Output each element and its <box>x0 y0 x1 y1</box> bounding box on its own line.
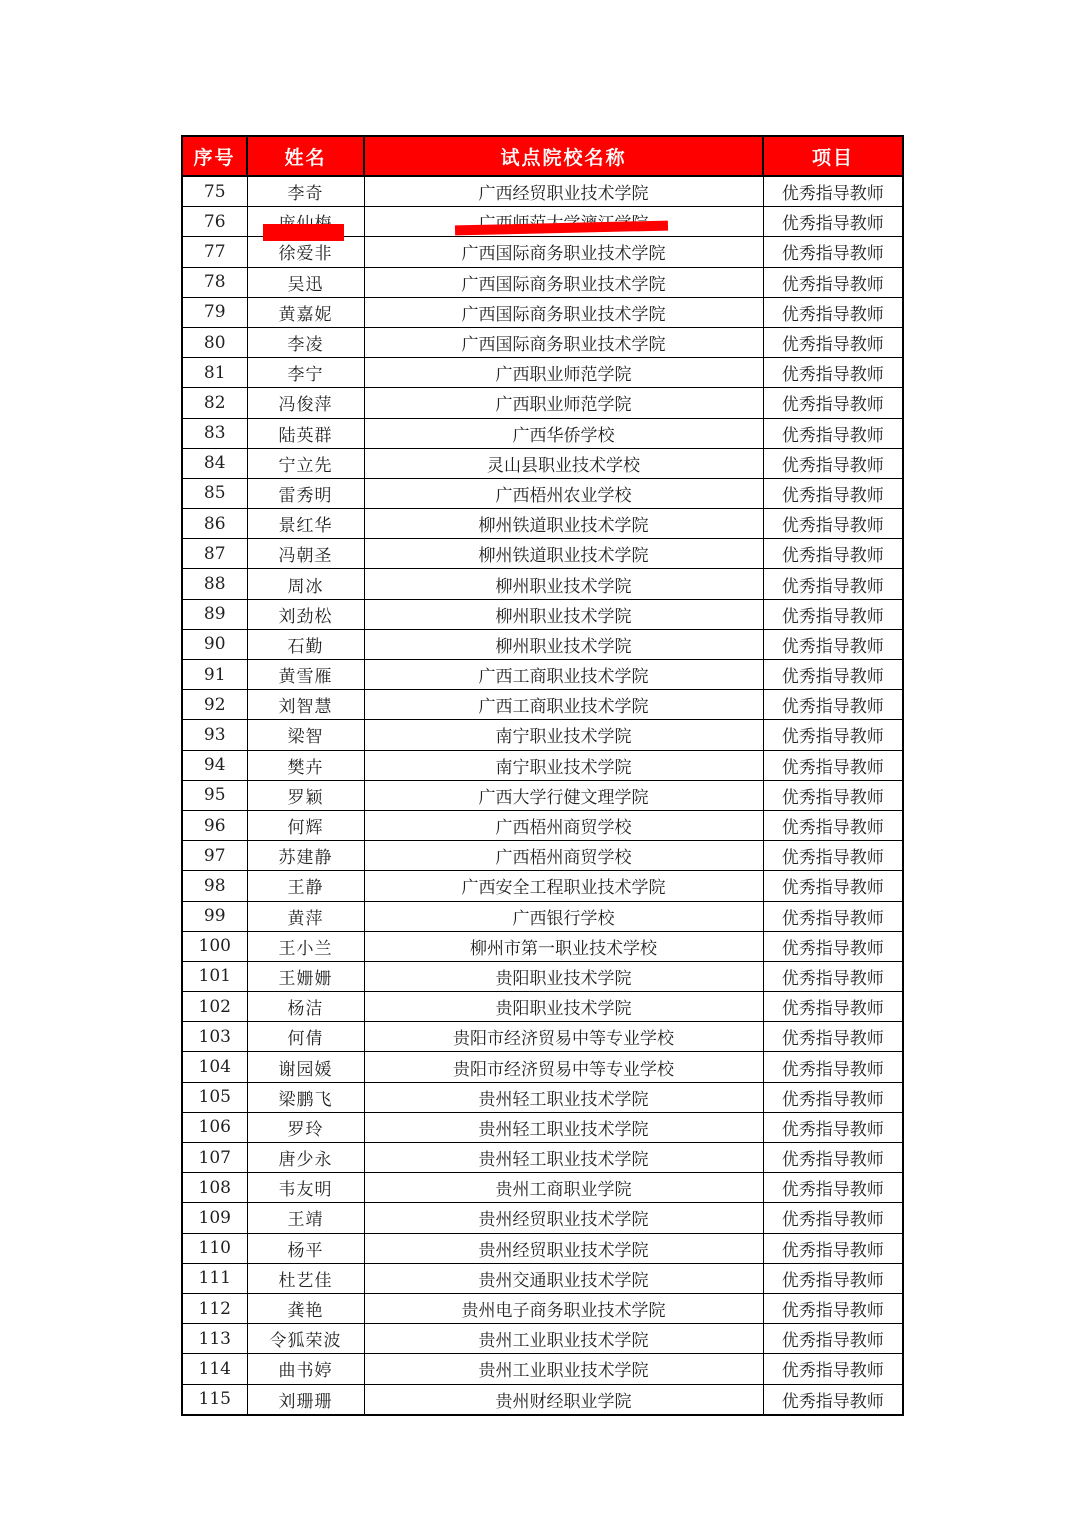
cell-school-name: 广西国际商务职业技术学院 <box>364 327 763 357</box>
cell-project: 优秀指导教师 <box>763 539 903 569</box>
table-row <box>182 871 903 901</box>
cell-school-name: 广西国际商务职业技术学院 <box>364 267 763 297</box>
cell-teacher-name: 徐爱非 <box>247 237 364 267</box>
table-row <box>182 267 903 297</box>
cell-project: 优秀指导教师 <box>763 901 903 931</box>
table-row <box>182 1293 903 1323</box>
cell-school-name: 灵山县职业技术学校 <box>364 448 763 478</box>
cell-school-name: 柳州职业技术学院 <box>364 599 763 629</box>
cell-serial-number: 106 <box>182 1112 247 1142</box>
cell-serial-number: 80 <box>182 327 247 357</box>
cell-project: 优秀指导教师 <box>763 841 903 871</box>
red-underline-mark-name <box>263 224 344 241</box>
cell-project: 优秀指导教师 <box>763 992 903 1022</box>
cell-project: 优秀指导教师 <box>763 1233 903 1263</box>
cell-teacher-name: 王静 <box>247 871 364 901</box>
cell-project: 优秀指导教师 <box>763 1203 903 1233</box>
cell-serial-number: 92 <box>182 690 247 720</box>
cell-serial-number: 105 <box>182 1082 247 1112</box>
cell-teacher-name: 冯朝圣 <box>247 539 364 569</box>
cell-teacher-name: 周冰 <box>247 569 364 599</box>
cell-teacher-name: 雷秀明 <box>247 478 364 508</box>
cell-serial-number: 89 <box>182 599 247 629</box>
cell-school-name: 广西职业师范学院 <box>364 388 763 418</box>
table-row <box>182 1143 903 1173</box>
cell-serial-number: 111 <box>182 1263 247 1293</box>
cell-serial-number: 90 <box>182 629 247 659</box>
cell-serial-number: 75 <box>182 176 247 207</box>
cell-school-name: 广西安全工程职业技术学院 <box>364 871 763 901</box>
cell-school-name: 贵州轻工职业技术学院 <box>364 1112 763 1142</box>
cell-teacher-name: 李奇 <box>247 176 364 207</box>
table-row <box>182 1384 903 1415</box>
cell-school-name: 贵阳市经济贸易中等专业学校 <box>364 1052 763 1082</box>
table-row <box>182 1354 903 1384</box>
cell-project: 优秀指导教师 <box>763 1052 903 1082</box>
cell-teacher-name: 梁智 <box>247 720 364 750</box>
cell-teacher-name: 刘劲松 <box>247 599 364 629</box>
cell-school-name: 广西职业师范学院 <box>364 358 763 388</box>
cell-teacher-name: 龚艳 <box>247 1293 364 1323</box>
cell-school-name: 贵州工业职业技术学院 <box>364 1324 763 1354</box>
cell-project: 优秀指导教师 <box>763 418 903 448</box>
table-row <box>182 388 903 418</box>
table-row <box>182 509 903 539</box>
cell-serial-number: 84 <box>182 448 247 478</box>
table-row <box>182 237 903 267</box>
table-row <box>182 660 903 690</box>
table-row <box>182 720 903 750</box>
cell-teacher-name: 罗玲 <box>247 1112 364 1142</box>
cell-serial-number: 81 <box>182 358 247 388</box>
cell-serial-number: 82 <box>182 388 247 418</box>
cell-serial-number: 96 <box>182 810 247 840</box>
cell-school-name: 柳州市第一职业技术学校 <box>364 931 763 961</box>
cell-project: 优秀指导教师 <box>763 690 903 720</box>
cell-serial-number: 94 <box>182 750 247 780</box>
cell-school-name: 贵州电子商务职业技术学院 <box>364 1293 763 1323</box>
cell-school-name: 广西梧州商贸学校 <box>364 841 763 871</box>
header-cell-no: 序号 <box>182 136 247 176</box>
cell-teacher-name: 梁鹏飞 <box>247 1082 364 1112</box>
cell-project: 优秀指导教师 <box>763 1082 903 1112</box>
cell-teacher-name: 刘珊珊 <box>247 1384 364 1415</box>
table-row <box>182 1082 903 1112</box>
cell-project: 优秀指导教师 <box>763 388 903 418</box>
cell-teacher-name: 石勤 <box>247 629 364 659</box>
cell-serial-number: 85 <box>182 478 247 508</box>
cell-teacher-name: 陆英群 <box>247 418 364 448</box>
cell-serial-number: 104 <box>182 1052 247 1082</box>
cell-project: 优秀指导教师 <box>763 1263 903 1293</box>
cell-project: 优秀指导教师 <box>763 1143 903 1173</box>
table-row <box>182 176 903 207</box>
cell-serial-number: 114 <box>182 1354 247 1384</box>
cell-project: 优秀指导教师 <box>763 750 903 780</box>
cell-school-name: 贵州工业职业技术学院 <box>364 1354 763 1384</box>
cell-school-name: 广西国际商务职业技术学院 <box>364 237 763 267</box>
cell-project: 优秀指导教师 <box>763 871 903 901</box>
cell-school-name: 广西银行学校 <box>364 901 763 931</box>
cell-teacher-name: 谢园媛 <box>247 1052 364 1082</box>
cell-teacher-name: 杜艺佳 <box>247 1263 364 1293</box>
cell-teacher-name: 王小兰 <box>247 931 364 961</box>
cell-serial-number: 98 <box>182 871 247 901</box>
cell-serial-number: 115 <box>182 1384 247 1415</box>
cell-serial-number: 112 <box>182 1293 247 1323</box>
cell-serial-number: 102 <box>182 992 247 1022</box>
cell-school-name: 贵阳职业技术学院 <box>364 992 763 1022</box>
cell-teacher-name: 曲书婷 <box>247 1354 364 1384</box>
table-row <box>182 1203 903 1233</box>
cell-teacher-name: 杨洁 <box>247 992 364 1022</box>
cell-school-name: 南宁职业技术学院 <box>364 750 763 780</box>
cell-project: 优秀指导教师 <box>763 1173 903 1203</box>
table-row <box>182 961 903 991</box>
cell-school-name: 广西国际商务职业技术学院 <box>364 297 763 327</box>
cell-project: 优秀指导教师 <box>763 327 903 357</box>
cell-school-name: 柳州铁道职业技术学院 <box>364 509 763 539</box>
table-row <box>182 1173 903 1203</box>
cell-school-name: 贵州经贸职业技术学院 <box>364 1233 763 1263</box>
header-row <box>182 136 903 176</box>
table-row <box>182 931 903 961</box>
cell-teacher-name: 何辉 <box>247 810 364 840</box>
cell-school-name: 贵阳市经济贸易中等专业学校 <box>364 1022 763 1052</box>
cell-serial-number: 83 <box>182 418 247 448</box>
cell-school-name: 贵州财经职业学院 <box>364 1384 763 1415</box>
cell-project: 优秀指导教师 <box>763 1384 903 1415</box>
cell-project: 优秀指导教师 <box>763 810 903 840</box>
cell-school-name: 柳州职业技术学院 <box>364 569 763 599</box>
cell-school-name: 贵阳职业技术学院 <box>364 961 763 991</box>
cell-project: 优秀指导教师 <box>763 176 903 207</box>
cell-teacher-name: 樊卉 <box>247 750 364 780</box>
table-row <box>182 358 903 388</box>
cell-project: 优秀指导教师 <box>763 1022 903 1052</box>
cell-serial-number: 103 <box>182 1022 247 1052</box>
table-row <box>182 1324 903 1354</box>
cell-serial-number: 107 <box>182 1143 247 1173</box>
cell-project: 优秀指导教师 <box>763 509 903 539</box>
cell-serial-number: 101 <box>182 961 247 991</box>
table-row <box>182 992 903 1022</box>
cell-teacher-name: 令狐荣波 <box>247 1324 364 1354</box>
cell-serial-number: 77 <box>182 237 247 267</box>
table-row <box>182 1112 903 1142</box>
table-row <box>182 569 903 599</box>
cell-teacher-name: 宁立先 <box>247 448 364 478</box>
cell-teacher-name: 苏建静 <box>247 841 364 871</box>
cell-teacher-name: 黄嘉妮 <box>247 297 364 327</box>
cell-school-name: 贵州经贸职业技术学院 <box>364 1203 763 1233</box>
table-row <box>182 478 903 508</box>
cell-serial-number: 93 <box>182 720 247 750</box>
cell-project: 优秀指导教师 <box>763 448 903 478</box>
cell-school-name: 广西梧州农业学校 <box>364 478 763 508</box>
table-row <box>182 448 903 478</box>
header-cell-name: 姓名 <box>247 136 364 176</box>
cell-project: 优秀指导教师 <box>763 780 903 810</box>
cell-project: 优秀指导教师 <box>763 297 903 327</box>
cell-school-name: 贵州轻工职业技术学院 <box>364 1082 763 1112</box>
table-row <box>182 1233 903 1263</box>
table-row <box>182 810 903 840</box>
award-list-table <box>181 135 904 1416</box>
table-header <box>182 136 903 176</box>
cell-serial-number: 87 <box>182 539 247 569</box>
cell-school-name: 广西大学行健文理学院 <box>364 780 763 810</box>
cell-serial-number: 99 <box>182 901 247 931</box>
table-body <box>182 176 903 1415</box>
cell-school-name: 贵州交通职业技术学院 <box>364 1263 763 1293</box>
cell-teacher-name: 吴迅 <box>247 267 364 297</box>
cell-project: 优秀指导教师 <box>763 1354 903 1384</box>
cell-serial-number: 109 <box>182 1203 247 1233</box>
cell-school-name: 广西工商职业技术学院 <box>364 660 763 690</box>
cell-project: 优秀指导教师 <box>763 478 903 508</box>
cell-project: 优秀指导教师 <box>763 660 903 690</box>
cell-serial-number: 79 <box>182 297 247 327</box>
cell-project: 优秀指导教师 <box>763 1112 903 1142</box>
table-row <box>182 901 903 931</box>
cell-school-name: 广西梧州商贸学校 <box>364 810 763 840</box>
cell-teacher-name: 景红华 <box>247 509 364 539</box>
table-row <box>182 1052 903 1082</box>
table-row <box>182 750 903 780</box>
cell-serial-number: 91 <box>182 660 247 690</box>
cell-teacher-name: 罗颖 <box>247 780 364 810</box>
table-row <box>182 418 903 448</box>
cell-serial-number: 97 <box>182 841 247 871</box>
cell-teacher-name: 杨平 <box>247 1233 364 1263</box>
cell-serial-number: 86 <box>182 509 247 539</box>
table-row <box>182 599 903 629</box>
cell-teacher-name: 李凌 <box>247 327 364 357</box>
table-row <box>182 629 903 659</box>
cell-project: 优秀指导教师 <box>763 207 903 237</box>
cell-teacher-name: 黄雪雁 <box>247 660 364 690</box>
cell-school-name: 南宁职业技术学院 <box>364 720 763 750</box>
cell-serial-number: 76 <box>182 207 247 237</box>
table-row <box>182 841 903 871</box>
table-row <box>182 297 903 327</box>
table-row <box>182 327 903 357</box>
cell-project: 优秀指导教师 <box>763 358 903 388</box>
cell-project: 优秀指导教师 <box>763 237 903 267</box>
cell-serial-number: 100 <box>182 931 247 961</box>
cell-school-name: 广西经贸职业技术学院 <box>364 176 763 207</box>
cell-project: 优秀指导教师 <box>763 1324 903 1354</box>
cell-teacher-name: 王靖 <box>247 1203 364 1233</box>
cell-school-name: 贵州轻工职业技术学院 <box>364 1143 763 1173</box>
table-row <box>182 690 903 720</box>
cell-serial-number: 108 <box>182 1173 247 1203</box>
cell-project: 优秀指导教师 <box>763 720 903 750</box>
table-row <box>182 780 903 810</box>
cell-teacher-name: 唐少永 <box>247 1143 364 1173</box>
cell-project: 优秀指导教师 <box>763 931 903 961</box>
cell-school-name: 广西工商职业技术学院 <box>364 690 763 720</box>
cell-teacher-name: 冯俊萍 <box>247 388 364 418</box>
cell-serial-number: 110 <box>182 1233 247 1263</box>
table-row <box>182 1263 903 1293</box>
cell-project: 优秀指导教师 <box>763 961 903 991</box>
cell-project: 优秀指导教师 <box>763 629 903 659</box>
header-cell-school: 试点院校名称 <box>364 136 763 176</box>
table-row <box>182 539 903 569</box>
cell-serial-number: 88 <box>182 569 247 599</box>
cell-school-name: 柳州铁道职业技术学院 <box>364 539 763 569</box>
cell-teacher-name: 黄萍 <box>247 901 364 931</box>
table-row <box>182 1022 903 1052</box>
cell-project: 优秀指导教师 <box>763 599 903 629</box>
cell-teacher-name: 刘智慧 <box>247 690 364 720</box>
cell-project: 优秀指导教师 <box>763 569 903 599</box>
cell-teacher-name: 王姗姗 <box>247 961 364 991</box>
cell-serial-number: 95 <box>182 780 247 810</box>
header-cell-project: 项目 <box>763 136 903 176</box>
cell-school-name: 贵州工商职业学院 <box>364 1173 763 1203</box>
cell-school-name: 广西华侨学校 <box>364 418 763 448</box>
cell-serial-number: 78 <box>182 267 247 297</box>
cell-serial-number: 113 <box>182 1324 247 1354</box>
cell-project: 优秀指导教师 <box>763 1293 903 1323</box>
cell-teacher-name: 李宁 <box>247 358 364 388</box>
cell-teacher-name: 韦友明 <box>247 1173 364 1203</box>
cell-school-name: 柳州职业技术学院 <box>364 629 763 659</box>
cell-project: 优秀指导教师 <box>763 267 903 297</box>
cell-teacher-name: 何倩 <box>247 1022 364 1052</box>
